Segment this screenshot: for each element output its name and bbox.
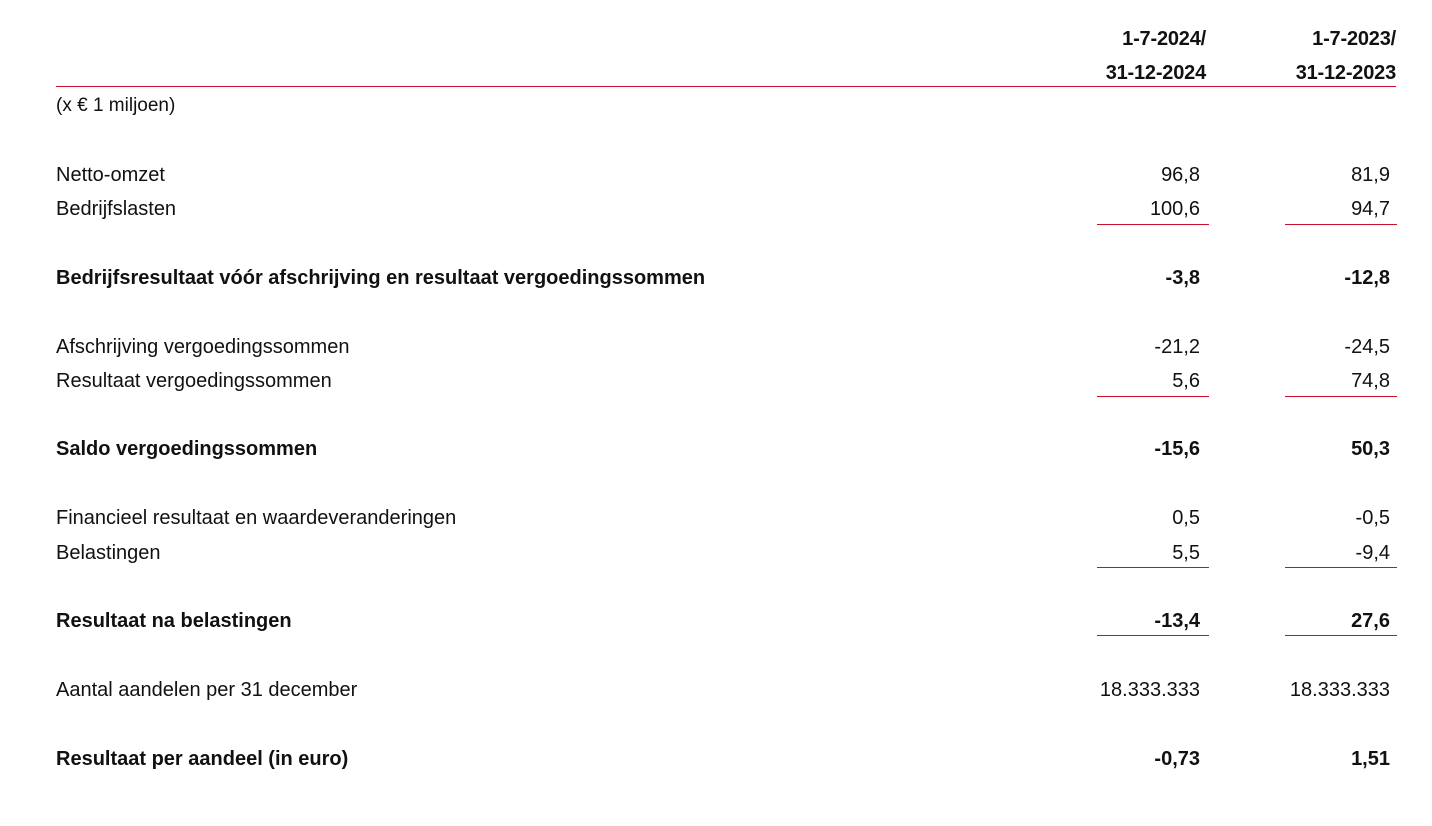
value-2024: 18.333.333: [1099, 679, 1200, 701]
value-2024: 100,6: [1149, 198, 1200, 220]
row-resultaat-per-aandeel: [0, 742, 1432, 776]
row-aantal-aandelen: [0, 673, 1432, 707]
value-2023: -24,5: [1344, 336, 1390, 358]
column-header-2024-line1: 1-7-2024/: [1122, 28, 1206, 50]
row-financieel-resultaat: [0, 501, 1432, 535]
row-bedrijfslasten: [0, 192, 1432, 226]
value-2023: -0,5: [1355, 507, 1390, 529]
value-2024: -13,4: [1154, 610, 1200, 632]
subtotal-underline-2023: [1285, 396, 1397, 397]
column-header-2023-line2: 31-12-2023: [1295, 62, 1396, 84]
row-belastingen: [0, 536, 1432, 570]
row-resultaat-vergoedingssommen: [0, 364, 1432, 398]
row-netto-omzet: [0, 158, 1432, 192]
row-label: Bedrijfsresultaat vóór afschrijving en resultaat vergoedingssommen: [56, 267, 706, 289]
column-header-2024: [1046, 22, 1206, 90]
row-label: Resultaat vergoedingssommen: [56, 370, 332, 392]
subtotal-underline-2023: [1285, 224, 1397, 225]
value-2024: -15,6: [1154, 438, 1200, 460]
row-label: Belastingen: [56, 542, 161, 564]
value-2023: 1,51: [1351, 748, 1390, 770]
column-header-2023-line1: 1-7-2023/: [1312, 28, 1396, 50]
row-label: Saldo vergoedingssommen: [56, 438, 318, 460]
value-2024: 0,5: [1172, 507, 1200, 529]
value-2023: 27,6: [1351, 610, 1390, 632]
value-2024: -3,8: [1165, 267, 1200, 289]
value-2023: 74,8: [1351, 370, 1390, 392]
subtotal-underline-2024: [1097, 224, 1209, 225]
column-header-2023: [1236, 22, 1396, 90]
column-header-2024-line2: 31-12-2024: [1105, 62, 1206, 84]
value-2023: -12,8: [1344, 267, 1390, 289]
row-bedrijfsresultaat: [0, 261, 1432, 295]
value-2023: 81,9: [1351, 164, 1390, 186]
subtotal-underline-2024: [1097, 567, 1209, 568]
row-label: Financieel resultaat en waardeveranderingen: [56, 507, 457, 529]
row-label: Netto-omzet: [56, 164, 165, 186]
unit-note: (x € 1 miljoen): [56, 95, 176, 116]
value-2024: -0,73: [1154, 748, 1200, 770]
row-saldo-vergoedingssommen: [0, 432, 1432, 466]
subtotal-underline-2024: [1097, 396, 1209, 397]
value-2023: -9,4: [1355, 542, 1390, 564]
header-divider: [56, 86, 1396, 87]
row-label: Resultaat per aandeel (in euro): [56, 748, 349, 770]
row-label: Bedrijfslasten: [56, 198, 177, 220]
row-label: Afschrijving vergoedingssommen: [56, 336, 350, 358]
row-label: Resultaat na belastingen: [56, 610, 292, 632]
row-label: Aantal aandelen per 31 december: [56, 679, 358, 701]
total-underline-2023: [1285, 635, 1397, 636]
value-2023: 94,7: [1351, 198, 1390, 220]
value-2024: -21,2: [1154, 336, 1200, 358]
total-underline-2024: [1097, 635, 1209, 636]
row-afschrijving-vergoedingssommen: [0, 330, 1432, 364]
value-2024: 5,6: [1172, 370, 1200, 392]
row-resultaat-na-belastingen: [0, 604, 1432, 638]
value-2023: 50,3: [1351, 438, 1390, 460]
value-2024: 96,8: [1161, 164, 1200, 186]
value-2023: 18.333.333: [1289, 679, 1390, 701]
value-2024: 5,5: [1172, 542, 1200, 564]
subtotal-underline-2023: [1285, 567, 1397, 568]
